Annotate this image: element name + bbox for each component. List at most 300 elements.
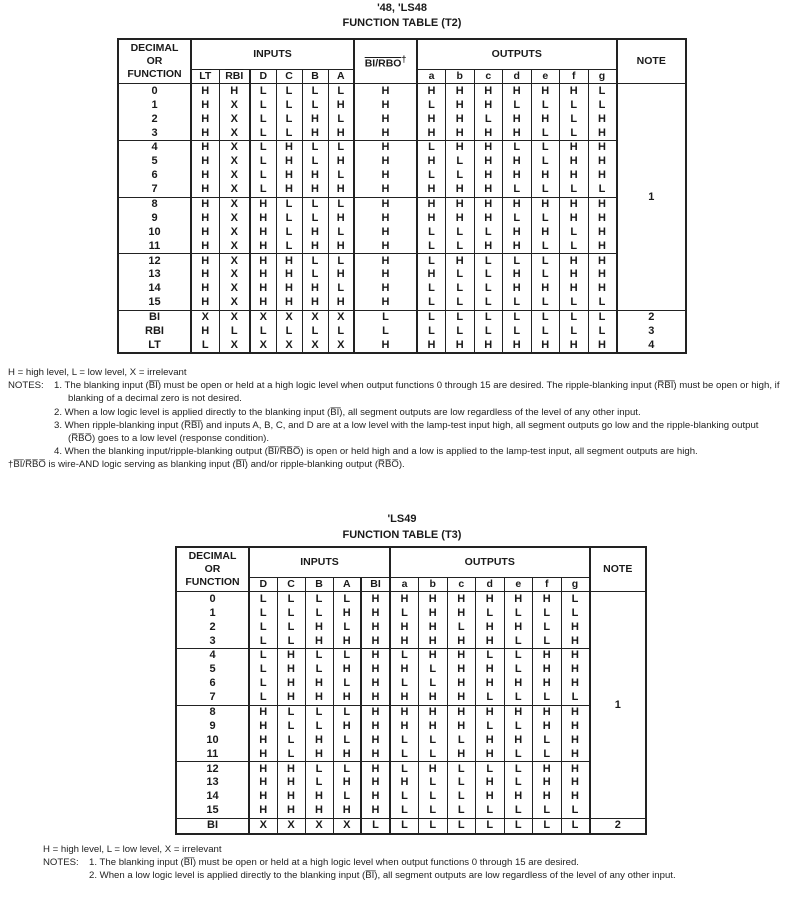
output-cell: H <box>588 282 617 296</box>
input-cell: L <box>302 140 328 154</box>
input-cell: H <box>305 620 333 634</box>
output-cell: H <box>531 197 560 211</box>
header-func-line1: DECIMAL <box>130 42 179 55</box>
input-cell: H <box>191 296 219 310</box>
function-cell: 1 <box>209 606 216 619</box>
bi-rbo-cell: H <box>354 338 417 353</box>
header-inputs: INPUTS <box>191 39 354 69</box>
input-cell: H <box>328 126 354 140</box>
output-cell: H <box>417 211 446 225</box>
table-row <box>176 747 646 761</box>
output-cell: H <box>474 98 503 112</box>
header-output-g: g <box>561 577 590 592</box>
output-cell: L <box>531 325 560 339</box>
output-cell: L <box>476 606 505 620</box>
output-cell: H <box>446 140 475 154</box>
input-cell: X <box>219 282 250 296</box>
output-cell: H <box>561 776 590 790</box>
output-cell: H <box>533 790 562 804</box>
bi-rbo-cell: H <box>354 239 417 253</box>
input-cell: X <box>219 155 250 169</box>
input-cell: L <box>333 705 361 719</box>
table-row <box>118 169 686 183</box>
header-output-g: g <box>588 69 617 84</box>
input-cell: L <box>249 606 277 620</box>
output-cell: H <box>476 663 505 677</box>
header-input-label: D <box>259 577 268 590</box>
output-cell: H <box>503 169 532 183</box>
output-cell: L <box>561 818 590 833</box>
function-cell: 8 <box>176 705 249 719</box>
header-bi-rbo <box>354 39 417 84</box>
input-cell: H <box>328 183 354 197</box>
input-cell: H <box>328 296 354 310</box>
header-note: NOTE <box>617 39 687 84</box>
output-cell: H <box>446 112 475 126</box>
input-cell: L <box>333 733 361 747</box>
output-cell: H <box>503 282 532 296</box>
input-cell: H <box>191 254 219 268</box>
header-output-d: d <box>503 69 532 84</box>
header-func-line2: OR <box>146 55 163 68</box>
input-cell: X <box>219 112 250 126</box>
input-cell: H <box>277 790 305 804</box>
output-cell: H <box>474 84 503 98</box>
output-cell: L <box>474 325 503 339</box>
output-cell: L <box>504 634 533 648</box>
input-cell: L <box>276 211 302 225</box>
input-cell: L <box>328 112 354 126</box>
table-row <box>118 325 686 339</box>
input-cell: X <box>219 98 250 112</box>
header-input-d <box>250 69 276 84</box>
output-cell: L <box>419 804 448 818</box>
output-cell: L <box>447 818 476 833</box>
input-cell: L <box>249 691 277 705</box>
input-cell: H <box>333 691 361 705</box>
output-cell: H <box>417 338 446 353</box>
input-cell: L <box>328 325 354 339</box>
output-cell: H <box>588 268 617 282</box>
output-cell: H <box>588 338 617 353</box>
output-cell: L <box>419 790 448 804</box>
output-cell: L <box>503 310 532 324</box>
input-cell: L <box>328 84 354 98</box>
output-cell: L <box>503 296 532 310</box>
bi-rbo-cell: H <box>354 169 417 183</box>
input-cell: H <box>361 620 390 634</box>
input-cell: H <box>277 691 305 705</box>
output-cell: H <box>390 691 419 705</box>
table-row <box>176 719 646 733</box>
output-cell: L <box>476 804 505 818</box>
output-cell: H <box>419 606 448 620</box>
output-cell: H <box>419 648 448 662</box>
table-row <box>118 296 686 310</box>
input-cell: H <box>249 804 277 818</box>
input-cell: L <box>328 169 354 183</box>
input-cell: H <box>191 239 219 253</box>
output-cell: L <box>504 747 533 761</box>
table-row <box>118 84 686 98</box>
output-cell: L <box>390 790 419 804</box>
output-cell: H <box>588 239 617 253</box>
input-cell: X <box>219 197 250 211</box>
input-cell: H <box>276 268 302 282</box>
function-cell: 2 <box>151 112 158 125</box>
output-cell: H <box>533 762 562 776</box>
output-cell: H <box>504 592 533 606</box>
output-cell: L <box>560 296 589 310</box>
output-cell: H <box>560 84 589 98</box>
bi-rbo-cell: H <box>354 126 417 140</box>
function-cell: 10 <box>148 225 161 238</box>
table-row <box>176 620 646 634</box>
input-cell: H <box>191 84 219 98</box>
output-cell: H <box>390 776 419 790</box>
input-cell: H <box>361 705 390 719</box>
table1-title: FUNCTION TABLE (T2) <box>342 17 462 29</box>
input-cell: H <box>305 804 333 818</box>
header-note: NOTE <box>590 547 647 592</box>
input-cell: H <box>276 282 302 296</box>
output-cell: L <box>476 648 505 662</box>
output-cell: H <box>474 338 503 353</box>
bi-rbo-cell: H <box>354 282 417 296</box>
table-row <box>118 211 686 225</box>
function-cell: 10 <box>206 733 219 746</box>
output-cell: H <box>533 663 562 677</box>
input-cell: L <box>250 155 276 169</box>
output-cell: H <box>447 648 476 662</box>
input-cell: X <box>219 239 250 253</box>
input-cell: X <box>219 338 250 353</box>
output-cell: L <box>531 268 560 282</box>
input-cell: H <box>191 169 219 183</box>
output-cell: L <box>476 762 505 776</box>
output-cell: L <box>531 310 560 324</box>
output-cell: L <box>561 592 590 606</box>
header-input-label: D <box>259 69 268 82</box>
output-cell: L <box>504 606 533 620</box>
input-cell: L <box>249 620 277 634</box>
output-cell: H <box>531 112 560 126</box>
output-cell: H <box>390 663 419 677</box>
header-output-a: a <box>390 577 419 592</box>
input-cell: H <box>302 282 328 296</box>
header-output-f: f <box>560 69 589 84</box>
table-row <box>176 818 646 833</box>
bi-rbo-cell: H <box>354 140 417 154</box>
output-cell: H <box>504 705 533 719</box>
output-cell: H <box>503 225 532 239</box>
input-cell: X <box>302 338 328 353</box>
input-cell: X <box>276 338 302 353</box>
input-cell: H <box>276 254 302 268</box>
note-1: 1. The blanking input (B̅I̅) must be open or held at a high logic level when output functions 0 through 15 are desired. <box>89 857 579 869</box>
header-output-b: b <box>446 69 475 84</box>
output-cell: L <box>447 804 476 818</box>
output-cell: H <box>446 211 475 225</box>
output-cell: H <box>588 254 617 268</box>
input-cell: H <box>249 747 277 761</box>
function-cell: 14 <box>148 282 161 295</box>
input-cell: L <box>276 325 302 339</box>
function-cell: 15 <box>206 804 219 817</box>
input-cell: L <box>328 282 354 296</box>
table1-part-number: '48, 'LS48 <box>377 2 427 14</box>
output-cell: H <box>447 705 476 719</box>
input-cell: X <box>328 338 354 353</box>
output-cell: H <box>560 169 589 183</box>
output-cell: L <box>476 691 505 705</box>
input-cell: L <box>333 790 361 804</box>
output-cell: H <box>531 338 560 353</box>
input-cell: X <box>219 183 250 197</box>
input-cell: L <box>305 648 333 662</box>
output-cell: L <box>474 268 503 282</box>
output-cell: L <box>419 677 448 691</box>
output-cell: H <box>503 112 532 126</box>
bi-rbo-cell: H <box>354 225 417 239</box>
input-cell: L <box>250 325 276 339</box>
output-cell: L <box>560 183 589 197</box>
output-cell: L <box>417 282 446 296</box>
table-row <box>176 705 646 719</box>
output-cell: L <box>419 776 448 790</box>
input-cell: X <box>250 338 276 353</box>
input-cell: H <box>277 677 305 691</box>
input-cell: H <box>361 606 390 620</box>
output-cell: L <box>531 296 560 310</box>
note-cell: 1 <box>590 592 647 818</box>
output-cell: L <box>504 663 533 677</box>
input-cell: H <box>361 719 390 733</box>
input-cell: H <box>277 648 305 662</box>
input-cell: H <box>361 804 390 818</box>
input-cell: X <box>333 818 361 833</box>
input-cell: H <box>328 239 354 253</box>
output-cell: H <box>503 84 532 98</box>
output-cell: H <box>417 268 446 282</box>
input-cell: H <box>191 325 219 339</box>
output-cell: L <box>417 140 446 154</box>
output-cell: L <box>504 691 533 705</box>
output-cell: L <box>390 733 419 747</box>
input-cell: L <box>249 592 277 606</box>
output-cell: H <box>561 719 590 733</box>
input-cell: H <box>361 663 390 677</box>
header-input-label: $\overline{LT}$ <box>199 69 212 82</box>
bi-rbo-cell: H <box>354 183 417 197</box>
output-cell: L <box>474 254 503 268</box>
output-cell: L <box>447 733 476 747</box>
output-cell: H <box>560 338 589 353</box>
output-cell: H <box>390 592 419 606</box>
output-cell: H <box>504 790 533 804</box>
output-cell: L <box>417 325 446 339</box>
output-cell: L <box>474 310 503 324</box>
table-row <box>176 762 646 776</box>
output-cell: L <box>503 140 532 154</box>
function-cell: 2 <box>209 620 216 633</box>
table-row <box>176 606 646 620</box>
header-input-label: C <box>287 577 295 590</box>
input-cell: H <box>305 733 333 747</box>
output-cell: H <box>390 620 419 634</box>
output-cell: L <box>531 254 560 268</box>
output-cell: L <box>419 663 448 677</box>
input-cell: H <box>302 126 328 140</box>
header-input-lt <box>191 69 219 84</box>
input-cell: L <box>302 325 328 339</box>
output-cell: H <box>504 733 533 747</box>
function-cell: 6 <box>151 169 158 182</box>
input-cell: H <box>333 606 361 620</box>
input-cell: H <box>305 747 333 761</box>
output-cell: H <box>503 239 532 253</box>
header-input-label: $\overline{BI}$ <box>370 577 381 590</box>
output-cell: H <box>390 705 419 719</box>
input-cell: H <box>333 663 361 677</box>
function-cell: 11 <box>206 747 219 760</box>
input-cell: L <box>328 197 354 211</box>
input-cell: L <box>219 325 250 339</box>
output-cell: L <box>417 310 446 324</box>
header-output-e: e <box>531 69 560 84</box>
input-cell: L <box>333 677 361 691</box>
output-cell: H <box>561 790 590 804</box>
output-cell: H <box>474 239 503 253</box>
input-cell: H <box>219 84 250 98</box>
output-cell: H <box>561 705 590 719</box>
output-cell: H <box>533 705 562 719</box>
output-cell: L <box>533 691 562 705</box>
output-cell: H <box>419 620 448 634</box>
output-cell: L <box>419 747 448 761</box>
output-cell: H <box>533 719 562 733</box>
output-cell: L <box>531 211 560 225</box>
input-cell: L <box>276 84 302 98</box>
output-cell: H <box>447 634 476 648</box>
note-cell: 2 <box>590 818 647 833</box>
function-cell: 4 <box>176 648 249 662</box>
input-cell: H <box>191 112 219 126</box>
header-input-c <box>276 69 302 84</box>
output-cell: L <box>446 296 475 310</box>
input-cell: L <box>305 719 333 733</box>
input-cell: H <box>249 776 277 790</box>
notes-label: NOTES: <box>43 857 79 869</box>
input-cell: H <box>249 762 277 776</box>
output-cell: H <box>474 211 503 225</box>
input-cell: H <box>277 804 305 818</box>
output-cell: L <box>531 155 560 169</box>
bi-rbo-cell: H <box>354 211 417 225</box>
output-cell: H <box>588 126 617 140</box>
output-cell: H <box>588 197 617 211</box>
output-cell: L <box>560 310 589 324</box>
input-cell: H <box>277 762 305 776</box>
output-cell: L <box>560 98 589 112</box>
output-cell: H <box>446 183 475 197</box>
input-cell: L <box>333 620 361 634</box>
input-cell: H <box>276 296 302 310</box>
function-cell: 7 <box>209 691 216 704</box>
input-cell: X <box>302 310 328 324</box>
table-row <box>118 98 686 112</box>
output-cell: H <box>533 677 562 691</box>
output-cell: L <box>504 762 533 776</box>
output-cell: L <box>390 804 419 818</box>
output-cell: H <box>503 338 532 353</box>
input-cell: L <box>333 592 361 606</box>
header-decimal-or-function <box>176 547 249 592</box>
input-cell: H <box>333 634 361 648</box>
input-cell: L <box>250 169 276 183</box>
output-cell: L <box>561 691 590 705</box>
input-cell: H <box>249 790 277 804</box>
input-cell: L <box>276 126 302 140</box>
output-cell: L <box>533 634 562 648</box>
header-inputs: INPUTS <box>249 547 390 577</box>
input-cell: X <box>277 818 305 833</box>
table-row <box>176 663 646 677</box>
input-cell: H <box>361 592 390 606</box>
bi-rbo-cell: H <box>354 98 417 112</box>
input-cell: X <box>250 310 276 324</box>
input-cell: X <box>219 211 250 225</box>
output-cell: L <box>560 112 589 126</box>
input-cell: L <box>249 663 277 677</box>
table-row <box>118 310 686 324</box>
table2-part-number: 'LS49 <box>387 513 417 525</box>
output-cell: L <box>531 183 560 197</box>
input-cell: H <box>302 112 328 126</box>
output-cell: H <box>560 155 589 169</box>
input-cell: H <box>361 733 390 747</box>
input-cell: H <box>191 211 219 225</box>
input-cell: L <box>277 747 305 761</box>
function-cell: 4 <box>118 140 191 154</box>
output-cell: L <box>560 325 589 339</box>
note-cell: 1 <box>617 84 687 310</box>
input-cell: L <box>328 140 354 154</box>
output-cell: H <box>588 112 617 126</box>
table-row <box>118 268 686 282</box>
input-cell: H <box>305 634 333 648</box>
output-cell: H <box>476 620 505 634</box>
header-input-bi <box>361 577 390 592</box>
output-cell: H <box>390 634 419 648</box>
table-row <box>176 691 646 705</box>
table-row <box>118 155 686 169</box>
input-cell: H <box>361 776 390 790</box>
input-cell: L <box>276 225 302 239</box>
output-cell: L <box>474 112 503 126</box>
output-cell: H <box>446 338 475 353</box>
table-row <box>176 677 646 691</box>
header-output-d: d <box>476 577 505 592</box>
table2-title: FUNCTION TABLE (T3) <box>342 529 462 541</box>
output-cell: L <box>446 225 475 239</box>
function-cell: 12 <box>118 254 191 268</box>
input-cell: X <box>219 140 250 154</box>
output-cell: H <box>447 606 476 620</box>
output-cell: L <box>531 126 560 140</box>
input-cell: L <box>276 239 302 253</box>
input-cell: L <box>302 268 328 282</box>
